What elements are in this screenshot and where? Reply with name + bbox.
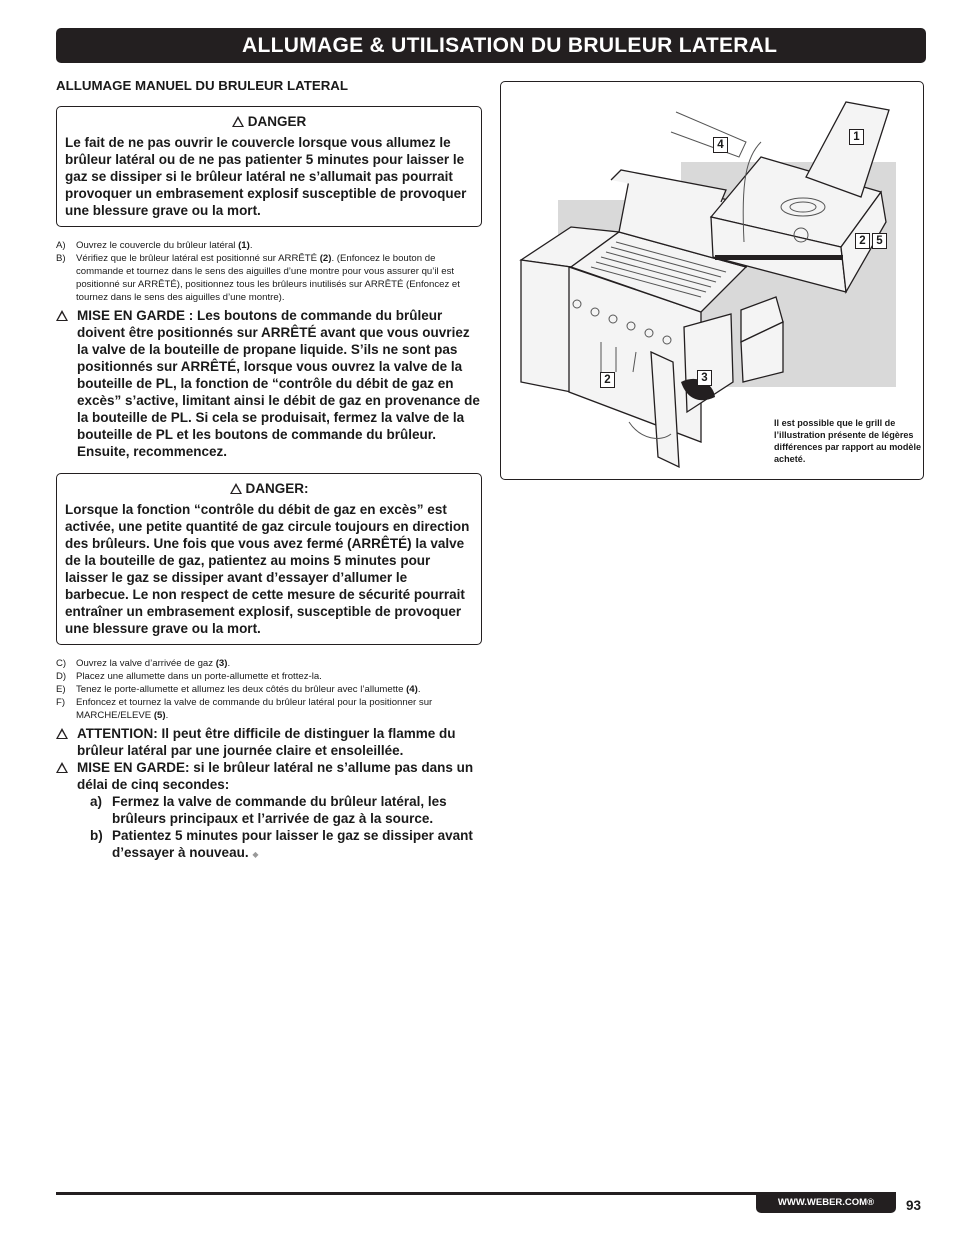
danger-box-2	[56, 473, 482, 645]
danger-box-1-text: Le fait de ne pas ouvrir le couvercle lorsque vous allumez le brûleur latéral ou de ne pas patienter 5 minutes pour laisser le gaz se dissiper si le brûleur latéral ne s’allumait pas pourrait provoquer un embrasement explosif susceptible de provoquer une blessure grave ou la mort.	[65, 135, 467, 218]
callout-3: 3	[697, 370, 712, 386]
warning-triangle-icon	[56, 310, 68, 321]
callout-4: 4	[713, 137, 728, 153]
warning-paragraph-2: MISE EN GARDE: si le brûleur latéral ne s’allume pas dans un délai de cinq secondes:	[56, 759, 482, 793]
step-d: D) Placez une allumette dans un porte-allumette et frottez-la.	[56, 671, 322, 682]
sub-step-b: b) Patientez 5 minutes pour laisser le gaz se dissiper avant d’essayer à nouveau. ◆	[90, 828, 473, 860]
warning-triangle-icon	[232, 116, 244, 127]
illustration-note: Il est possible que le grill de l’illustration présente de légères différences par rapport au modèle acheté.	[774, 418, 922, 464]
callout-2-bottom: 2	[600, 372, 615, 388]
danger-box-2-title: DANGER:	[65, 480, 473, 497]
page-title: ALLUMAGE & UTILISATION DU BRULEUR LATERAL	[242, 34, 778, 57]
step-c: C) Ouvrez la valve d’arrivée de gaz (3).	[56, 658, 231, 669]
warning-triangle-icon	[230, 483, 242, 494]
step-a: A) Ouvrez le couvercle du brûleur latéral (1).	[56, 240, 253, 251]
title-bar	[56, 28, 926, 63]
sub-step-a: a) Fermez la valve de commande du brûleur latéral, les brûleurs principaux et l’arrivée de gaz à la source.	[90, 794, 447, 826]
callout-2-top: 2	[855, 233, 870, 249]
danger-box-1-title: DANGER	[65, 113, 473, 130]
attention-paragraph: ATTENTION: Il peut être difficile de distinguer la flamme du brûleur latéral par une journée claire et ensoleillée.	[56, 725, 482, 759]
step-f: F) Enfoncez et tournez la valve de commande du brûleur latéral pour la positionner sur MARCHE/ELEVE (5).	[56, 697, 433, 721]
warning-triangle-icon	[56, 762, 68, 773]
instructions-column	[56, 78, 482, 863]
end-diamond-icon: ◆	[252, 850, 259, 859]
step-e: E) Tenez le porte-allumette et allumez les deux côtés du brûleur avec l’allumette (4).	[56, 684, 421, 695]
step-b: B) Vérifiez que le brûleur latéral est positionné sur ARRÊTÉ (2). (Enfoncez le bouton de commande et tournez dans le sens des aiguilles d’une montre pour vous assurer qu’il est positionné sur ARRÊTÉ), positionnez tous les brûleurs inutilisés sur ARRÊTÉ (Enfoncez et tournez dans le sens des aiguilles d’une montre).	[56, 253, 460, 303]
callout-1: 1	[849, 129, 864, 145]
page-number: 93	[906, 1198, 922, 1213]
danger-box-2-text: Lorsque la fonction “contrôle du débit de gaz en excès” est activée, une petite quantité de gaz circule toujours en direction des brûleurs. Une fois que vous avez fermé (ARRÊTÉ) la valve de la bouteille de gaz, patientez au moins 5 minutes pour laisser le gaz se dissiper avant d’essayer d’allumer le barbecue. Le non respect de cette mesure de sécurité pourrait entraîner un embrasement explosif, susceptible de provoquer une blessure grave ou la mort.	[65, 502, 470, 636]
danger-box-1	[56, 106, 482, 227]
warning-paragraph-1: MISE EN GARDE : Les boutons de commande du brûleur doivent être positionnés sur ARRÊTÉ avant que vous ouvriez la valve de la bouteille de propane liquide. S’ils ne sont pas positionnés sur ARRÊTÉ, lorsque vous ouvrez la valve de la bouteille de PL, la fonction de “contrôle du débit de gaz en excès” s’active, limitant ainsi le débit de gaz en provenance de la bouteille de PL. Si cela se produisait, fermez la valve de la bouteille de PL et les boutons de commande du brûleur. Ensuite, recommencez.	[56, 307, 482, 460]
steps-list-1	[56, 239, 482, 304]
website-badge: WWW.WEBER.COM®	[756, 1194, 896, 1213]
section-subtitle: ALLUMAGE MANUEL DU BRULEUR LATERAL	[56, 78, 349, 93]
grill-illustration	[500, 81, 924, 480]
callout-5: 5	[872, 233, 887, 249]
steps-list-2	[56, 657, 482, 722]
warning-triangle-icon	[56, 728, 68, 739]
